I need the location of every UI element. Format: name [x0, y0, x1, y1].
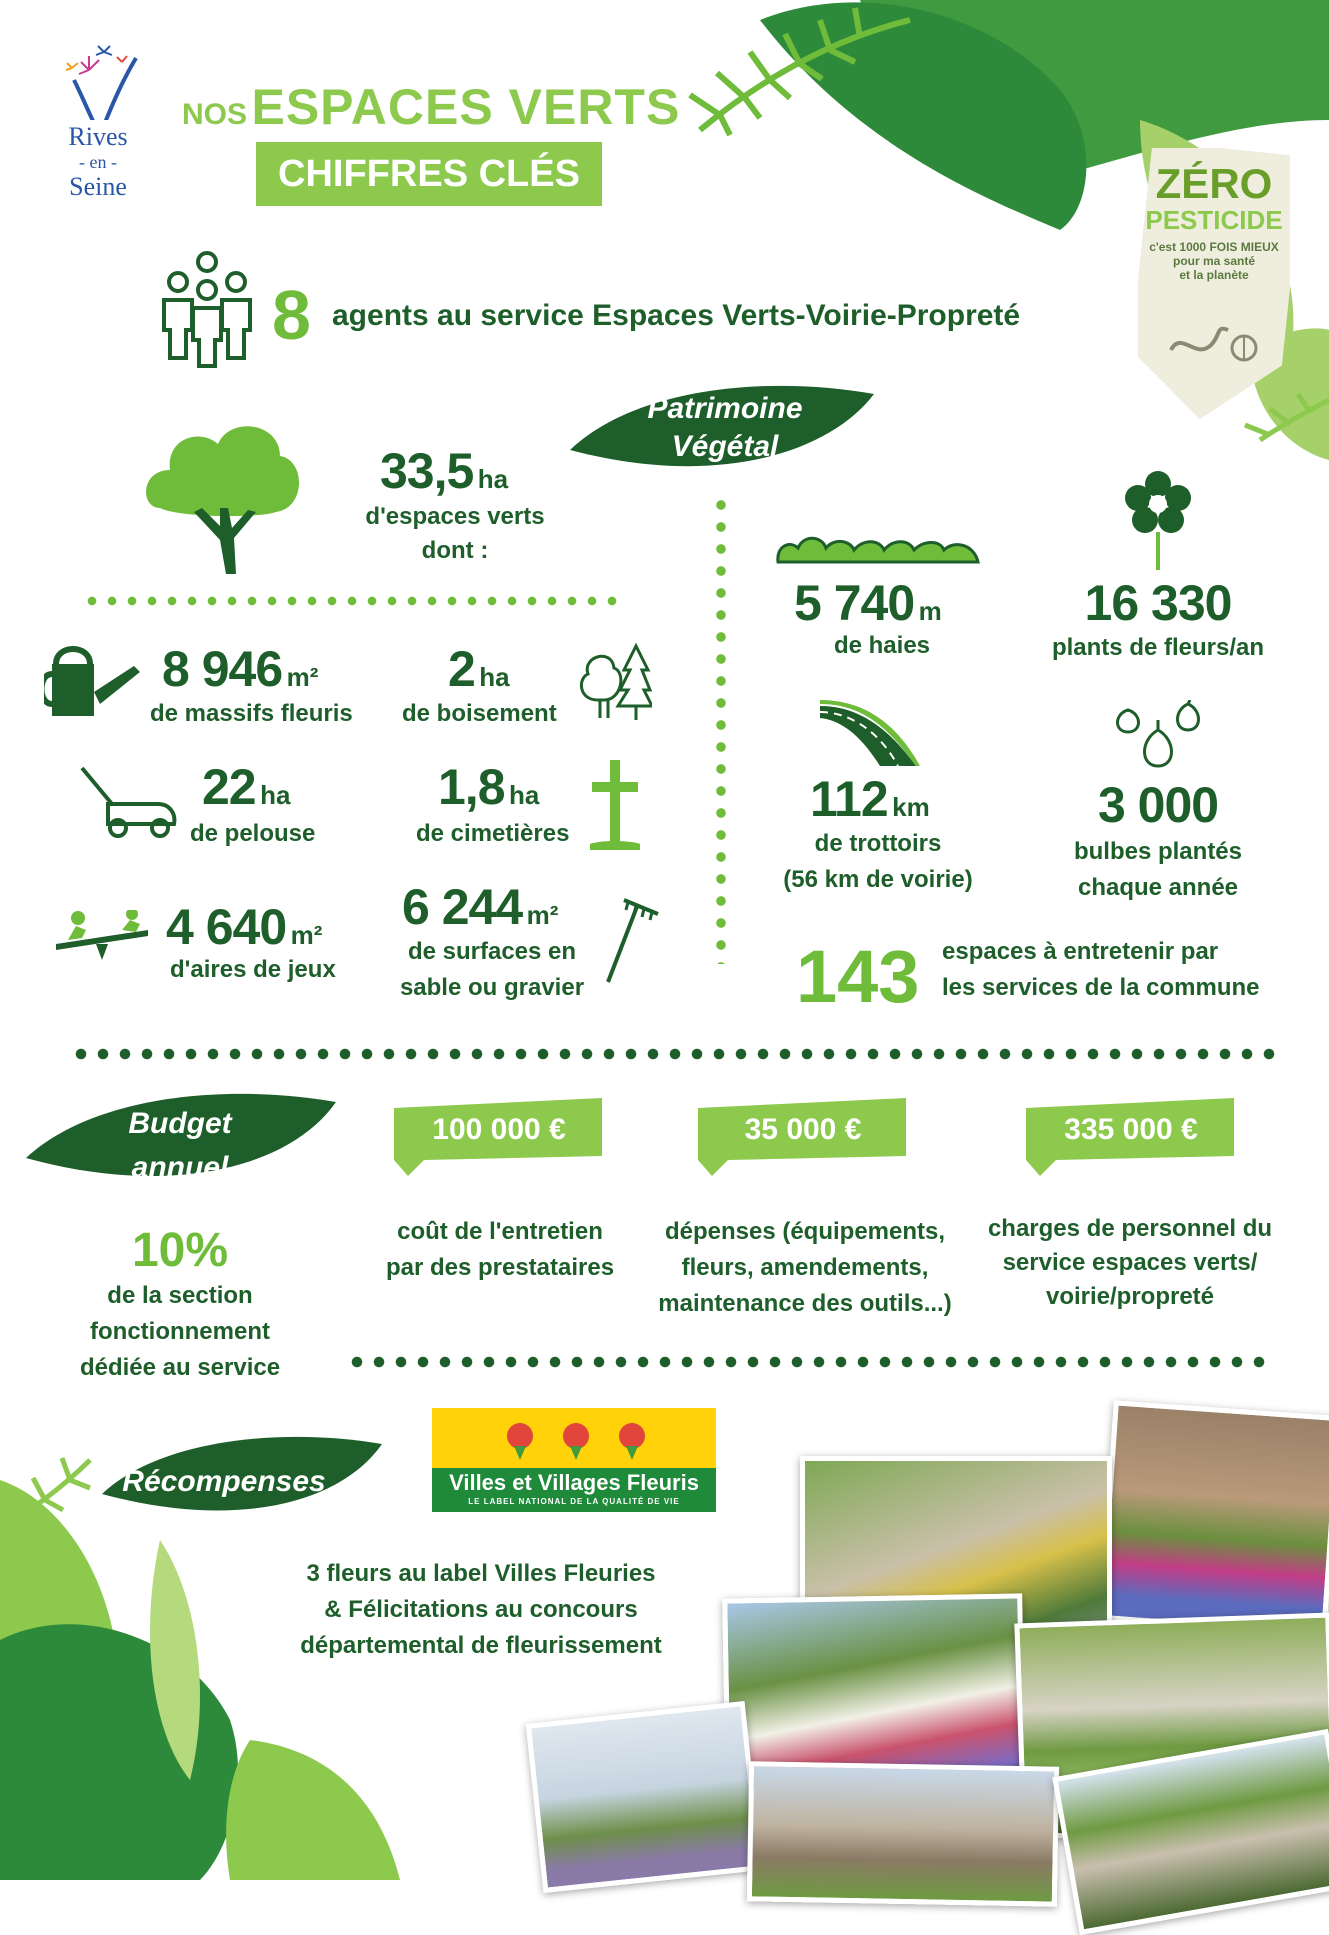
title-main: ESPACES VERTS — [251, 79, 681, 135]
photo-ornamental-grasses — [526, 1701, 763, 1893]
recompenses-label: Récompenses — [122, 1465, 326, 1498]
divider-dots-budget — [70, 1048, 1276, 1060]
stat-boisement-value-row — [448, 641, 510, 697]
zero-pesticide-badge — [1138, 148, 1290, 420]
villes-fleuris-badge[interactable] — [432, 1408, 716, 1512]
stat-haies-value: 5 740 — [794, 575, 915, 631]
watering-can-icon — [44, 644, 148, 720]
divider-dots-recompenses — [346, 1356, 1266, 1368]
budget-desc-1-line1: coût de l'entretien — [397, 1218, 603, 1245]
total-value-row — [380, 443, 509, 499]
budget-item-depenses — [698, 1098, 908, 1178]
stat-trottoirs-label-line2: (56 km de voirie) — [783, 866, 973, 893]
stat-trottoirs-value: 112 — [810, 771, 888, 827]
stat-massifs-unit: m² — [286, 662, 319, 692]
budget-label-line2: annuel — [131, 1151, 229, 1184]
badge-sub: LE LABEL NATIONAL DE LA QUALITÉ DE VIE — [468, 1497, 680, 1506]
stat-cimetieres-label: de cimetières — [416, 820, 570, 847]
flower-icon — [1118, 466, 1198, 570]
title-prefix: NOS — [182, 98, 248, 131]
stat-bulbes-label-line2: chaque année — [1077, 874, 1239, 901]
budget-percent-line1: de la section — [107, 1282, 253, 1309]
stat-bulbes-label — [1018, 834, 1298, 906]
budget-item-prestataires — [394, 1098, 604, 1178]
stat-cimetieres-unit: ha — [508, 780, 540, 810]
stat-boisement-value: 2 — [448, 641, 475, 697]
zero-line5: et la planète — [1179, 268, 1249, 282]
tree-icon — [140, 408, 306, 574]
stat-massifs-value: 8 946 — [162, 641, 283, 697]
logo-text-seine: Seine — [69, 172, 127, 201]
budget-desc-3-line2: service espaces verts/ — [1002, 1249, 1258, 1276]
espaces-label-line1: espaces à entretenir par — [942, 938, 1219, 965]
recompenses-line3: départemental de fleurissement — [300, 1632, 662, 1659]
stat-fleurs-value: 16 330 — [1084, 575, 1232, 631]
budget-desc-2-line1: dépenses (équipements, — [664, 1218, 946, 1245]
subtitle-tag: CHIFFRES CLÉS — [256, 142, 602, 206]
zero-text: ZÉRO — [1155, 160, 1273, 207]
photo-stone-building — [747, 1761, 1059, 1906]
stat-jeux-unit: m² — [290, 920, 323, 950]
budget-amount-3: 335 000 € — [1064, 1113, 1198, 1146]
stat-pelouse-unit: ha — [260, 780, 291, 810]
zero-line4: pour ma santé — [1172, 254, 1256, 268]
hedge-icon — [774, 532, 982, 566]
patrimoine-line2: Végétal — [671, 430, 779, 463]
budget-label-line1: Budget — [128, 1107, 232, 1140]
rake-icon — [604, 898, 660, 984]
leaf-bottom-center — [226, 1740, 400, 1880]
espaces-label-line2: les services de la commune — [942, 974, 1260, 1001]
worm-ladybug-icon — [1166, 320, 1262, 370]
budget-desc-2 — [640, 1214, 970, 1322]
stat-sable-label — [392, 934, 592, 1006]
stat-trottoirs-label-line1: de trottoirs — [814, 830, 942, 857]
stat-sable-label-line1: de surfaces en — [407, 938, 577, 965]
budget-desc-2-line3: maintenance des outils...) — [658, 1290, 952, 1317]
stat-trottoirs-unit: km — [892, 792, 930, 822]
budget-item-personnel — [1026, 1098, 1236, 1178]
budget-percent-line2: fonctionnement — [90, 1318, 270, 1345]
stat-haies-label: de haies — [833, 632, 931, 659]
budget-amount-2: 35 000 € — [744, 1113, 862, 1146]
flowers-label-icon — [496, 1420, 656, 1462]
trees-icon — [576, 642, 652, 720]
stat-sable-value: 6 244 — [402, 879, 523, 935]
seesaw-icon — [52, 910, 152, 976]
badge-title: Villes et Villages Fleuris — [449, 1470, 699, 1495]
total-label — [340, 500, 570, 568]
road-icon — [820, 700, 920, 768]
divider-dots-left — [82, 596, 622, 606]
stat-sable-value-row — [402, 879, 559, 935]
total-label-line2: dont : — [421, 537, 489, 564]
stat-trottoirs-value-row — [810, 771, 930, 827]
agents-number: 8 — [272, 276, 311, 354]
stat-boisement-unit: ha — [479, 662, 510, 692]
budget-desc-1-line2: par des prestataires — [385, 1254, 615, 1281]
total-label-line1: d'espaces verts — [365, 503, 545, 530]
logo-text-en: - en - — [79, 152, 117, 172]
stat-jeux-label: d'aires de jeux — [170, 956, 336, 983]
budget-amount-1: 100 000 € — [432, 1113, 566, 1146]
budget-percent: 10% — [131, 1224, 229, 1277]
stat-haies-value-row — [794, 575, 942, 631]
stat-cimetieres-value: 1,8 — [438, 759, 505, 815]
stat-pelouse-label: de pelouse — [190, 820, 316, 847]
people-icon — [156, 250, 258, 370]
total-unit: ha — [477, 464, 509, 494]
stat-sable-unit: m² — [526, 900, 559, 930]
bulbs-icon — [1110, 700, 1206, 772]
agents-text: agents au service Espaces Verts-Voirie-Propreté — [332, 299, 1021, 332]
zero-line3: c'est 1000 FOIS MIEUX — [1149, 240, 1279, 254]
budget-desc-1 — [362, 1214, 638, 1286]
recompenses-line2: & Félicitations au concours — [324, 1596, 638, 1623]
stat-bulbes-label-line1: bulbes plantés — [1073, 838, 1243, 865]
stat-massifs-label: de massifs fleuris — [150, 700, 353, 727]
leaf-bottom-left-dark — [0, 1624, 238, 1880]
pesticide-text: PESTICIDE — [1145, 205, 1283, 235]
budget-desc-2-line2: fleurs, amendements, — [681, 1254, 929, 1281]
lawn-mower-icon — [78, 764, 178, 840]
total-value: 33,5 — [380, 443, 474, 499]
stat-jeux-value-row — [166, 899, 323, 955]
cross-icon — [590, 760, 640, 852]
budget-percent-label — [40, 1278, 320, 1386]
logo-text-rives: Rives — [68, 122, 128, 151]
budget-desc-3 — [970, 1212, 1290, 1314]
page-title — [182, 78, 680, 136]
budget-desc-3-line3: voirie/propreté — [1045, 1283, 1215, 1310]
espaces-label — [942, 934, 1260, 1006]
logo-fireworks-icon — [54, 40, 144, 120]
budget-desc-3-line1: charges de personnel du — [987, 1215, 1273, 1242]
stat-haies-unit: m — [918, 596, 942, 626]
stat-cimetieres-value-row — [438, 759, 540, 815]
stat-fleurs-label: plants de fleurs/an — [1051, 634, 1265, 661]
divider-dots-vertical — [716, 494, 726, 964]
budget-percent-line3: dédiée au service — [79, 1354, 281, 1381]
budget-label — [60, 1102, 300, 1190]
patrimoine-line1: Patrimoine — [647, 392, 803, 425]
photo-flower-bed-facade — [1099, 1400, 1329, 1635]
stat-massifs-value-row — [162, 641, 319, 697]
stat-jeux-value: 4 640 — [166, 899, 287, 955]
stat-bulbes-value: 3 000 — [1097, 777, 1219, 833]
stat-boisement-label: de boisement — [402, 700, 557, 727]
recompenses-text — [256, 1556, 706, 1664]
rives-en-seine-logo[interactable] — [48, 40, 148, 210]
stat-pelouse-value: 22 — [202, 759, 256, 815]
recompenses-line1: 3 fleurs au label Villes Fleuries — [306, 1560, 656, 1587]
patrimoine-label — [600, 390, 850, 466]
stat-sable-label-line2: sable ou gravier — [399, 974, 585, 1001]
stat-pelouse-value-row — [202, 759, 291, 815]
espaces-value: 143 — [796, 935, 920, 1018]
stat-trottoirs-label — [758, 826, 998, 898]
